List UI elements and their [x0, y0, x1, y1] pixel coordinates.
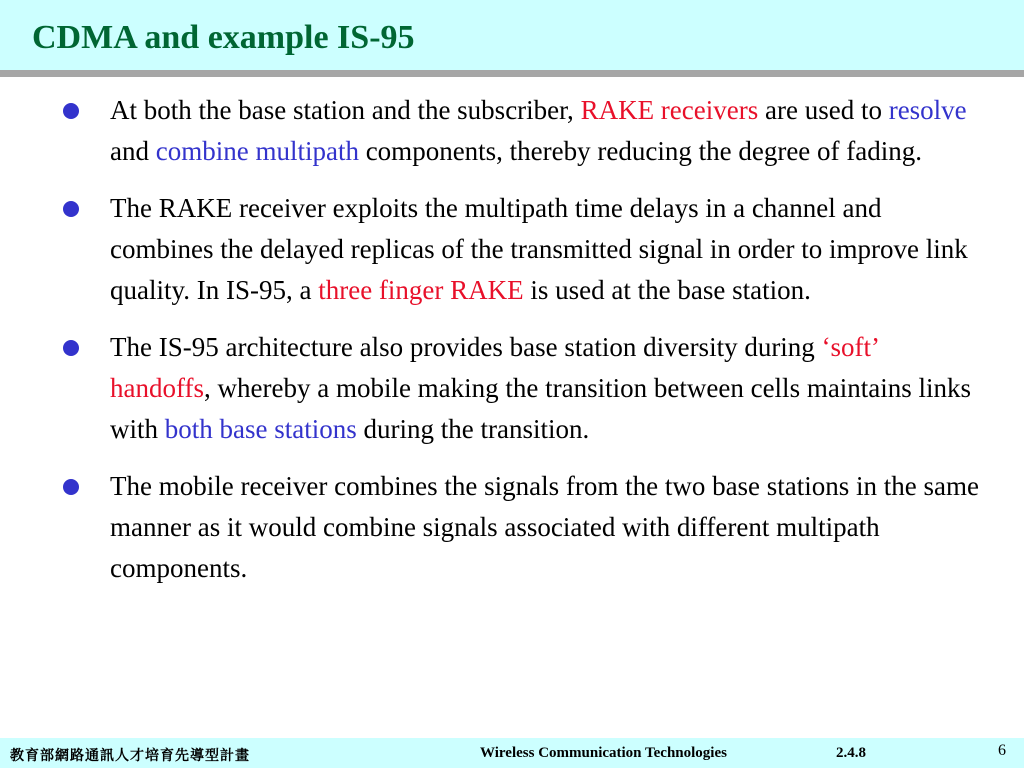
highlight-resolve: resolve — [888, 95, 967, 125]
footer-bar — [0, 738, 1024, 768]
segment: is used at the base station. — [523, 275, 811, 305]
highlight-three-finger-rake: three finger RAKE — [318, 275, 524, 305]
bullet-dot-icon — [63, 340, 79, 356]
highlight-soft-handoffs: ‘soft’ handoffs — [110, 332, 879, 403]
segment: , whereby a mobile making the transition between cells maintains links with — [110, 373, 972, 444]
segment: during the transition. — [356, 414, 590, 444]
bullet-dot-icon — [63, 201, 79, 217]
segment: are used to — [758, 95, 889, 125]
bullet-text-1 — [110, 95, 967, 166]
bullet-text-3 — [110, 332, 971, 444]
bullet-list — [0, 90, 1024, 605]
footer-section-number: 2.4.8 — [836, 745, 866, 761]
footer-course-title: Wireless Communication Technologies — [480, 745, 727, 761]
bullet-text-2 — [110, 193, 968, 305]
bullet-dot-icon — [63, 103, 79, 119]
bullet-item-1 — [0, 90, 1024, 172]
page-number: 6 — [998, 742, 1006, 759]
segment: The IS-95 architecture also provides base station diversity during — [110, 332, 822, 362]
segment: The RAKE receiver exploits the multipath time delays in a channel and combines the delayed replicas of the transmitted signal in order to improve link quality. In IS-95, a — [110, 193, 968, 305]
segment: The mobile receiver combines the signals from the two base stations in the same manner as it would combine signals associated with different multipath components. — [110, 471, 980, 583]
title-divider — [0, 70, 1024, 77]
highlight-rake-receivers: RAKE receivers — [580, 95, 759, 125]
title-bar — [0, 0, 1024, 70]
highlight-both-base-stations: both base stations — [164, 414, 357, 444]
bullet-item-2 — [0, 188, 1024, 311]
bullet-item-4 — [0, 466, 1024, 589]
segment: and — [110, 136, 156, 166]
slide-title: CDMA and example IS-95 — [32, 19, 415, 56]
segment: At both the base station and the subscriber, — [110, 95, 581, 125]
bullet-item-3 — [0, 327, 1024, 450]
bullet-dot-icon — [63, 479, 79, 495]
highlight-combine-multipath: combine multipath — [155, 136, 359, 166]
segment: components, thereby reducing the degree of fading. — [358, 136, 922, 166]
bullet-text-4 — [110, 471, 979, 583]
footer-program-name: 教育部網路通訊人才培育先導型計畫 — [10, 748, 250, 764]
